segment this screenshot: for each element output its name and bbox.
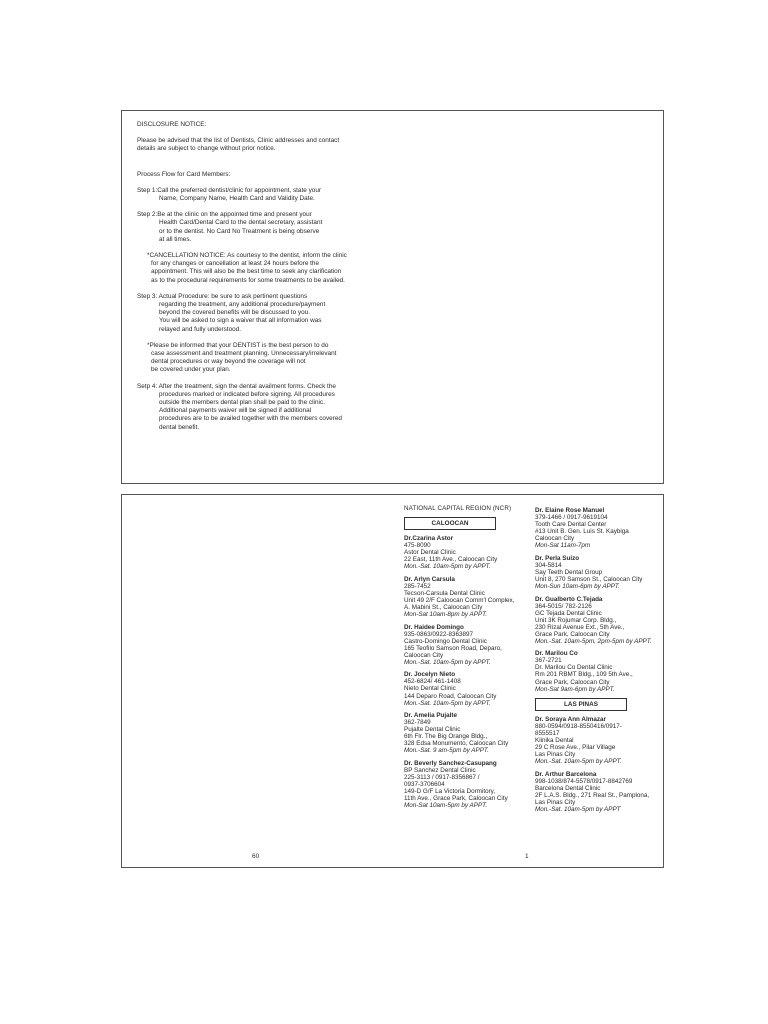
dentist-detail: 364-5015/ 782-2126 — [535, 602, 592, 610]
dentist-detail: Tecson-Carsula Dental Clinic — [404, 589, 485, 597]
clinic-hours: Mon-Sat 10am-8pm by APPT. — [404, 611, 488, 619]
dentist-detail: A. Mabini St., Caloocan City — [404, 604, 483, 612]
dentist-detail: Pujalte Dental Clinic — [404, 726, 461, 734]
dentist-detail: Grace Park, Caloocan City — [535, 678, 610, 686]
step-3-text: beyond the covered benefits will be discussed to you. — [159, 309, 310, 317]
directory-page — [121, 494, 664, 868]
cancellation-text: for any changes or cancellation at least 24 hours before the — [151, 260, 320, 268]
dentist-detail: 285-7452 — [404, 582, 431, 590]
step-4-text: Additional payments waiver will be signed if additional — [159, 407, 312, 415]
dentist-detail: 11th Ave., Grace Park, Caloocan City — [404, 795, 508, 803]
dentist-entry — [535, 596, 659, 645]
dentist-detail: Caloocan City — [404, 651, 444, 659]
dentist-detail: 230 Rizal Avenue Ext., 5th Ave., — [535, 623, 625, 631]
dentist-detail: 144 Deparo Road, Caloocan City — [404, 692, 497, 700]
dentist-detail: 379-1466 / 0917-9619104 — [535, 514, 608, 522]
dentist-detail: Grace Park, Caloocan City — [535, 630, 610, 638]
dentist-entry — [404, 576, 526, 618]
dentist-detail: 328 Edsa Monumento, Caloocan City — [404, 740, 509, 748]
dentist-detail: 0937-3706604 — [404, 781, 445, 789]
dentist-detail: 165 Teofilo Samson Road, Deparo, — [404, 644, 502, 652]
area-heading-las-pinas: LAS PINAS — [535, 698, 627, 711]
dentist-entry — [404, 624, 526, 666]
clinic-hours: Mon.-Sat. 10am-5pm by APPT. — [535, 758, 622, 766]
dentist-detail: Nieto Dental Clinic — [404, 685, 456, 693]
notice-heading: DISCLOSURE NOTICE: — [137, 121, 207, 128]
notice-paragraph: Please be advised that the list of Dentists, Clinic addresses and contact — [137, 137, 340, 145]
page-number-right: 1 — [525, 853, 529, 860]
step-3-text: relayed and fully understood. — [159, 325, 242, 333]
step-4: Setp 4: After the treatment, sign the dental availment forms. Check the — [137, 382, 336, 390]
dentist-entry — [404, 760, 526, 809]
dentist-detail: Barcelona Dental Clinic — [535, 785, 601, 793]
area-heading-caloocan: CALOOCAN — [404, 517, 496, 530]
dentist-entry — [535, 771, 659, 813]
clinic-hours: Mon.-Sat. 10am-5pm by APPT. — [404, 699, 491, 707]
clinic-hours: Mon.-Sat. 10am-5pm by APPT. — [404, 658, 491, 666]
dentist-detail: 998-1038/874-5578/0917-8842769 — [535, 778, 633, 786]
clinic-hours: Mon.-Sat. 9 am-5pm by APPT. — [404, 747, 489, 755]
dentist-detail: 29 C Rose Ave., Pilar Village — [535, 744, 616, 752]
dentist-detail: 22 East, 11th Ave., Caloocan City — [404, 556, 498, 564]
notice-paragraph: details are subject to change without prior notice. — [137, 145, 276, 153]
dentist-list — [535, 716, 659, 813]
step-2: Step 2:Be at the clinic on the appointed time and present your — [137, 211, 312, 219]
dentist-name: Dr. Elaine Rose Manuel — [535, 507, 605, 514]
clinic-hours: Mon-Sat 11am-7pm — [535, 542, 591, 550]
dentist-detail: 367-2721 — [535, 657, 562, 665]
dentist-detail: Astor Dental Clinic — [404, 549, 456, 557]
region-title: NATIONAL CAPITAL REGION (NCR) — [404, 505, 512, 512]
dentist-entry — [535, 507, 659, 549]
dentist-detail: GC Tejada Dental Clinic — [535, 609, 602, 617]
step-3-text: regarding the treatment, any additional procedure/payment — [159, 301, 326, 309]
dentist-entry — [404, 535, 526, 570]
dentist-detail: Rm 201 RBMT Bldg., 109 5th Ave., — [535, 671, 633, 679]
step-2-text: Health Card/Dental Card to the dental secretary, assistant — [159, 219, 323, 227]
step-2-text: at all times. — [159, 235, 192, 243]
dentist-entry — [535, 716, 659, 765]
dentist-detail: Las Pinas City — [535, 751, 576, 759]
dentist-detail: Unit 3K Rojumar Corp. Bldg., — [535, 616, 617, 624]
step-3-text: You will be asked to sign a waiver that all information was — [159, 317, 322, 325]
step-4-text: procedures are to be availed together with the members covered — [159, 415, 342, 423]
dentist-detail: Tooth Care Dental Center — [535, 521, 607, 529]
dentist-detail: Castro-Domingo Dental Clinic — [404, 637, 487, 645]
dentist-detail: 8555517 — [535, 730, 560, 738]
dentist-list — [535, 507, 659, 693]
dentist-name: Dr. Gualberto C.Tejada — [535, 595, 603, 603]
dentist-notice-text: case assessment and treatment planning. Unnecessary/irrelevant — [151, 350, 337, 358]
step-4-text: outside the members dental plan shall be paid to the clinic. — [159, 399, 325, 407]
dentist-detail: Klinika Dental — [535, 737, 574, 745]
dentist-name: Dr. Arlyn Carsula — [404, 575, 455, 583]
disclosure-notice — [137, 121, 377, 432]
dentist-list — [404, 535, 526, 809]
dentist-detail: BP Sanchez Dental Clinic — [404, 766, 476, 774]
step-4-text: procedures marked or indicated before signing. All procedures — [159, 390, 335, 398]
step-4-text: dental benefit. — [159, 423, 200, 431]
directory-column-right — [535, 507, 659, 819]
dentist-name: Dr. Arthur Barcelona — [535, 771, 597, 778]
dentist-detail: 6th Flr. The Big Orange Bldg., — [404, 733, 488, 741]
dentist-detail: 225-3113 / 0917-8356867 / — [404, 774, 480, 781]
step-1: Step 1:Call the preferred dentist/clinic for appointment, state your — [137, 186, 322, 194]
dentist-detail: 362-7849 — [404, 719, 431, 727]
cancellation-text: as to the procedural requirements for some treatments to be availed. — [151, 276, 345, 284]
dentist-detail: 2F L.A.S. Bldg., 271 Real St., Pamplona, — [535, 792, 650, 800]
dentist-detail: 452-6824/ 461-1408 — [404, 678, 461, 686]
clinic-hours: Mon.-Sat. 10am-5pm by APPT — [535, 806, 621, 814]
dentist-detail: 149-D G/F La Victoria Dormitory, — [404, 788, 496, 796]
dentist-name: Dr. Soraya Ann Almazar — [535, 716, 606, 724]
dentist-notice: *Please be informed that your DENTIST is the best person to do — [147, 341, 329, 349]
dentist-detail: Unit 49 2/F Caloocan Comm'l Complex, — [404, 596, 515, 604]
dentist-notice-text: be covered under your plan. — [151, 366, 231, 374]
dentist-entry — [535, 650, 659, 692]
cancellation-text: appointment. This will also be the best time to seek any clarification — [151, 268, 342, 276]
step-1-text: Name, Company Name, Health Card and Validity Date. — [159, 195, 315, 203]
dentist-entry — [535, 555, 659, 590]
dentist-name: Dr. Beverly Sanchez-Casupang — [404, 759, 497, 767]
dentist-detail: #13 Unit B. Gen. Luis St. Kaybiga — [535, 528, 629, 536]
dentist-detail: 880-0594/0918-8550416/0917- — [535, 723, 622, 731]
dentist-entry — [404, 671, 526, 706]
clinic-hours: Mon.-Sat. 10am-5pm by APPT. — [404, 563, 491, 571]
dentist-name: Dr. Perla Suizo — [535, 554, 580, 562]
dentist-detail: 935-0863/0922-8363897 — [404, 630, 473, 638]
clinic-hours: Mon-Sat 10am-5pm by APPT. — [404, 802, 488, 810]
dentist-detail: Unit 8, 270 Samson St., Caloocan City — [535, 575, 643, 583]
dentist-notice-text: dental procedures or way beyond the coverage will not — [151, 358, 306, 366]
dentist-detail: Caloocan City — [535, 535, 575, 543]
dentist-detail: Las Pinas City — [535, 799, 576, 807]
clinic-hours: Mon.-Sat. 10am-5pm, 2pm-5pm by APPT. — [535, 637, 652, 645]
process-flow-title: Process Flow for Card Members: — [137, 170, 231, 178]
dentist-name: Dr. Haidee Domingo — [404, 623, 464, 631]
dentist-detail: Say Teeth Dental Group — [535, 568, 603, 576]
dentist-name: Dr. Jocelyn Nieto — [404, 671, 456, 679]
dentist-name: Dr.Czarina Astor — [404, 535, 454, 543]
dentist-detail: 304-5814 — [535, 561, 562, 569]
disclosure-page — [121, 110, 664, 484]
dentist-name: Dr. Marilou Co — [535, 650, 578, 658]
cancellation-notice: *CANCELLATION NOTICE: As courtesy to the dentist, inform the clinic — [147, 252, 347, 260]
step-2-text: or to the dentist. No Card No Treatment is being observe — [159, 227, 320, 235]
dentist-detail: 475-8090 — [404, 542, 431, 550]
clinic-hours: Mon-Sun 10am-6pm by APPT. — [535, 582, 620, 590]
page-number-left: 60 — [252, 853, 260, 860]
dentist-detail: Dr. Marilou Co Dental Clinic — [535, 664, 613, 672]
dentist-entry — [404, 712, 526, 754]
dentist-name: Dr. Amelia Pujalte — [404, 712, 457, 720]
step-3: Step 3: Actual Procedure: be sure to ask pertinent questions — [137, 292, 308, 300]
clinic-hours: Mon-Sat 9am-6pm by APPT. — [535, 685, 615, 693]
directory-column-left — [404, 505, 526, 815]
